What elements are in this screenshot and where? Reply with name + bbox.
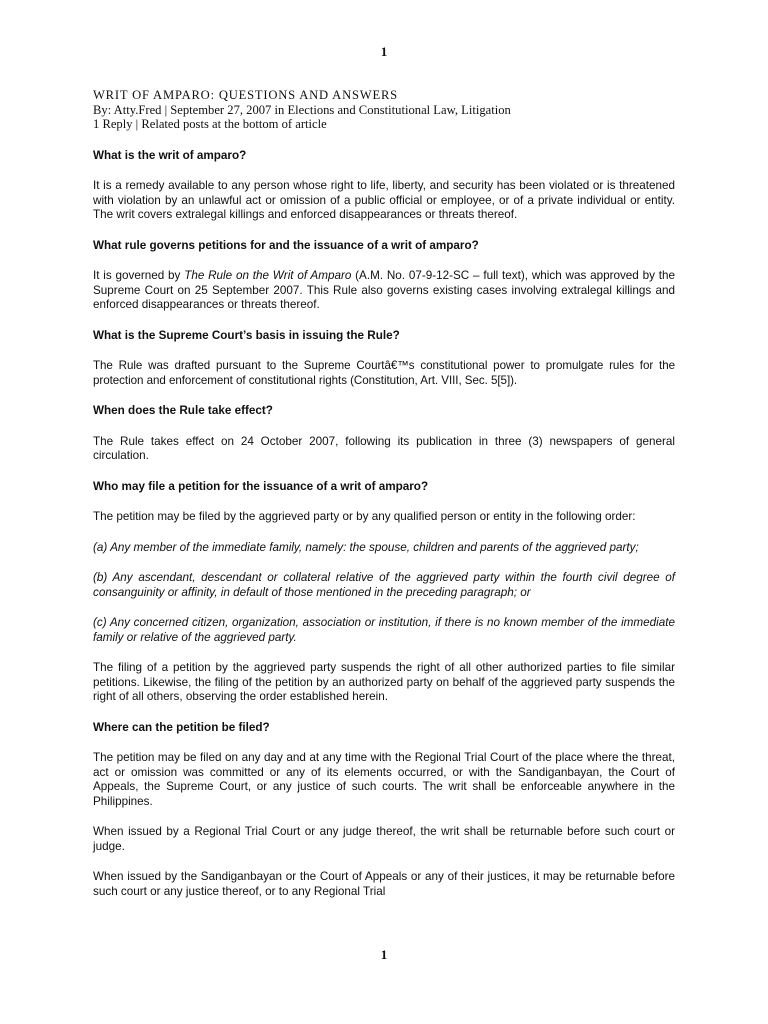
question-heading: What is the Supreme Court’s basis in issuing the Rule? xyxy=(93,328,400,342)
answer-paragraph xyxy=(93,269,675,313)
list-item-a: (a) Any member of the immediate family, namely: the spouse, children and parents of the aggrieved party; xyxy=(93,540,639,554)
article-title: WRIT OF AMPARO: QUESTIONS AND ANSWERS xyxy=(93,88,398,102)
page-number-top: 1 xyxy=(380,44,388,59)
question-heading: What is the writ of amparo? xyxy=(93,148,247,162)
answer-text: (A.M. No. 07-9-12-SC – full text), which was approved by the Supreme Court on 25 September 2007. This Rule also governs existing cases involving extralegal killings and enforced disappearances or threats thereof. xyxy=(93,269,675,311)
answer-paragraph: It is a remedy available to any person whose right to life, liberty, and security has been violated or is threatened with violation by an unlawful act or omission of a public official or employee, or of a private individual or entity. The writ covers extralegal killings and enforced disappearances or threats thereof. xyxy=(93,179,675,221)
question-heading: When does the Rule take effect? xyxy=(93,404,273,417)
document-body xyxy=(93,88,675,915)
question-heading: Who may file a petition for the issuance of a writ of amparo? xyxy=(93,479,429,493)
answer-paragraph: The filing of a petition by the aggrieved party suspends the right of all other authorized parties to file similar petitions. Likewise, the filing of the petition by an authorized party on behalf of the aggrieved party suspends the right of all others, observing the order established herein. xyxy=(93,661,675,703)
answer-paragraph: The petition may be filed on any day and at any time with the Regional Trial Court of the place where the threat, act or omission was committed or any of its elements occurred, or with the Sandiganbayan, the Court of Appeals, the Supreme Court, or any justice of such courts. The writ shall be enforceable anywhere in the Philippines. xyxy=(93,751,675,808)
question-heading: What rule governs petitions for and the issuance of a writ of amparo? xyxy=(93,238,479,252)
answer-paragraph: The Rule takes effect on 24 October 2007, following its publication in three (3) newspapers of general circulation. xyxy=(93,434,675,462)
page-number-bottom: 1 xyxy=(380,947,388,962)
article-byline: By: Atty.Fred | September 27, 2007 in Elections and Constitutional Law, Litigation xyxy=(93,102,511,117)
question-heading: Where can the petition be filed? xyxy=(93,720,270,734)
list-item-c: (c) Any concerned citizen, organization, association or institution, if there is no known member of the immediate family or relative of the aggrieved party. xyxy=(93,616,675,644)
answer-paragraph: The Rule was drafted pursuant to the Supreme Courtâ€™s constitutional power to promulgate rules for the protection and enforcement of constitutional rights (Constitution, Art. VIII, Sec. 5[5]). xyxy=(93,359,675,387)
article-header xyxy=(93,88,675,132)
answer-paragraph: The petition may be filed by the aggrieved party or by any qualified person or entity in the following order: xyxy=(93,510,636,523)
answer-text: It is governed by xyxy=(93,269,185,282)
list-item-b: (b) Any ascendant, descendant or collateral relative of the aggrieved party within the fourth civil degree of consanguinity or affinity, in default of those mentioned in the preceding paragraph; or xyxy=(93,571,675,599)
article-reply-line: 1 Reply | Related posts at the bottom of article xyxy=(93,117,327,131)
answer-paragraph: When issued by a Regional Trial Court or any judge thereof, the writ shall be returnable before such court or judge. xyxy=(93,825,675,853)
rule-title: The Rule on the Writ of Amparo xyxy=(184,269,352,282)
answer-paragraph: When issued by the Sandiganbayan or the Court of Appeals or any of their justices, it may be returnable before such court or any justice thereof, or to any Regional Trial xyxy=(93,870,675,898)
